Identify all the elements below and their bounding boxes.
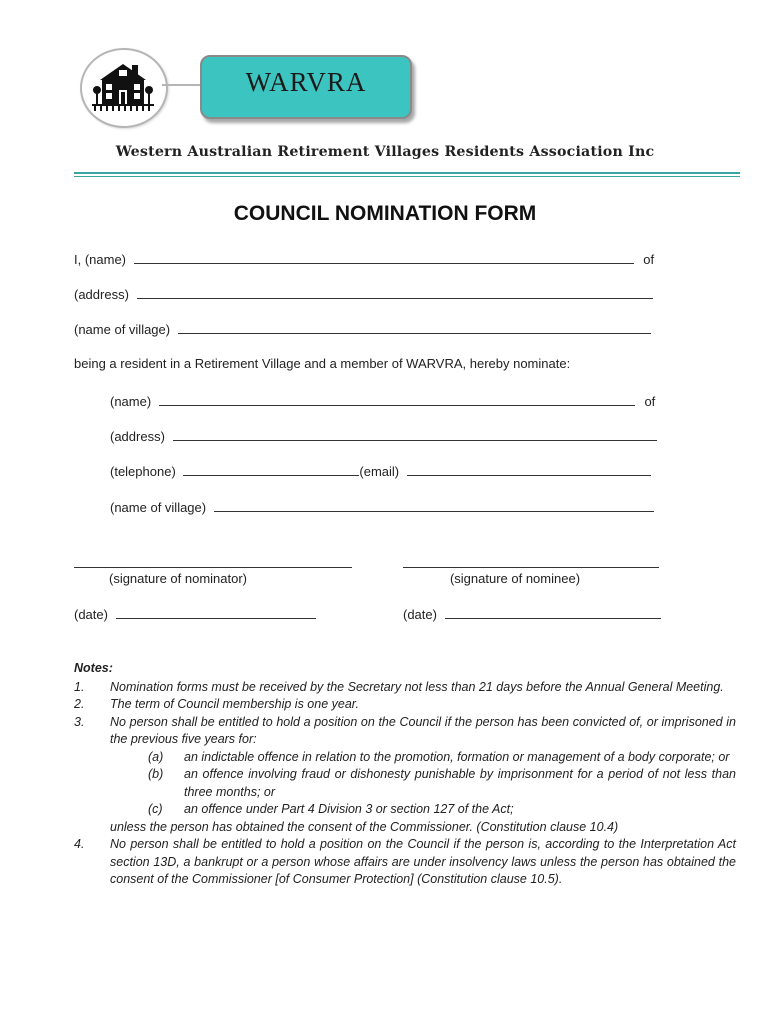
notes-title: Notes: xyxy=(74,661,113,675)
note-subitem xyxy=(110,766,736,801)
nominee-address-row xyxy=(110,428,657,444)
nominee-email-label: (email) xyxy=(359,464,400,479)
nominee-signature-label: (signature of nominee) xyxy=(449,571,581,586)
nominator-date-label: (date) xyxy=(74,607,108,622)
note-item xyxy=(74,696,736,714)
form-title: COUNCIL NOMINATION FORM xyxy=(233,202,537,225)
nominee-telephone-field[interactable] xyxy=(183,463,359,476)
nominator-signature-label: (signature of nominator) xyxy=(108,571,247,586)
nominator-village-field[interactable] xyxy=(178,321,651,334)
logo-banner xyxy=(200,55,412,119)
nominee-date-field[interactable] xyxy=(445,606,661,619)
nominee-date-label: (date) xyxy=(403,607,437,622)
nominee-name-suffix: of xyxy=(644,394,656,409)
nominator-address-field[interactable] xyxy=(137,286,653,299)
nominee-name-field[interactable] xyxy=(159,393,635,406)
logo-text: WARVRA xyxy=(245,66,367,97)
nominator-name-field[interactable] xyxy=(134,251,634,264)
logo-connector xyxy=(162,84,202,86)
nominee-signature-field[interactable] xyxy=(403,567,659,568)
notes-section xyxy=(74,660,736,889)
nominee-date-row xyxy=(403,606,661,622)
note-item xyxy=(74,836,736,889)
note-number: 2. xyxy=(74,697,85,711)
note-item xyxy=(74,679,736,697)
nominator-date-field[interactable] xyxy=(116,606,316,619)
note-number: 3. xyxy=(74,714,85,729)
nominator-address-label: (address) xyxy=(74,287,129,302)
logo-emblem xyxy=(80,48,168,128)
note-continuation: unless the person has obtained the consent of the Commissioner. (Constitution clause 10.4) xyxy=(110,819,619,834)
subitem-text: an offence involving fraud or dishonesty punishable by imprisonment for a period of not less than three months; or xyxy=(184,767,736,799)
note-number: 1. xyxy=(74,679,85,694)
nominator-address-row xyxy=(74,286,653,302)
nominee-contact-row xyxy=(110,463,651,479)
subitem-label: (c) xyxy=(148,802,163,816)
nominee-village-field[interactable] xyxy=(214,499,654,512)
nominee-name-label: (name) xyxy=(110,394,152,409)
note-text: No person shall be entitled to hold a position on the Council if the person has been convicted of, or imprisoned in the previous five years for: xyxy=(110,714,736,746)
note-subitem xyxy=(110,749,736,767)
nominator-name-row xyxy=(74,251,654,267)
subitem-text: an offence under Part 4 Division 3 or section 127 of the Act; xyxy=(184,802,514,816)
subitem-label: (b) xyxy=(148,767,164,781)
note-text: The term of Council membership is one year. xyxy=(110,697,359,711)
nominee-village-label: (name of village) xyxy=(110,500,207,515)
nominator-date-row xyxy=(74,606,316,622)
subitem-label: (a) xyxy=(148,749,164,764)
nominator-signature-field[interactable] xyxy=(74,567,352,568)
nominator-village-row xyxy=(74,321,651,337)
note-text: Nomination forms must be received by the Secretary not less than 21 days before the Annual General Meeting. xyxy=(110,679,724,694)
nominee-telephone-label: (telephone) xyxy=(110,464,176,479)
house-icon xyxy=(92,60,154,114)
nominee-village-row xyxy=(110,499,654,515)
note-subitem xyxy=(110,801,736,819)
note-text: No person shall be entitled to hold a position on the Council if the person is, according to the Interpretation Act section 13D, a bankrupt or a person whose affairs are under insolvency laws unless the person has obtained the consent of the Commissioner [of Consumer Protection] (Constitution clause 10.5). xyxy=(110,837,736,886)
header-divider-thin xyxy=(74,176,740,177)
subitem-text: an indictable offence in relation to the promotion, formation or management of a body corporate; or xyxy=(184,749,730,764)
nominator-name-suffix: of xyxy=(643,252,655,267)
nomination-statement: being a resident in a Retirement Village and a member of WARVRA, hereby nominate: xyxy=(74,356,571,371)
organization-name: Western Australian Retirement Villages Residents Association Inc xyxy=(115,144,655,160)
nominee-name-row xyxy=(110,393,655,409)
nominator-village-label: (name of village) xyxy=(74,322,171,337)
header-divider xyxy=(74,172,740,174)
nominator-name-label: I, (name) xyxy=(74,252,127,267)
nominee-address-label: (address) xyxy=(110,429,165,444)
note-item xyxy=(74,714,736,749)
note-number: 4. xyxy=(74,837,85,851)
nominee-email-field[interactable] xyxy=(407,463,651,476)
nominee-address-field[interactable] xyxy=(173,428,657,441)
